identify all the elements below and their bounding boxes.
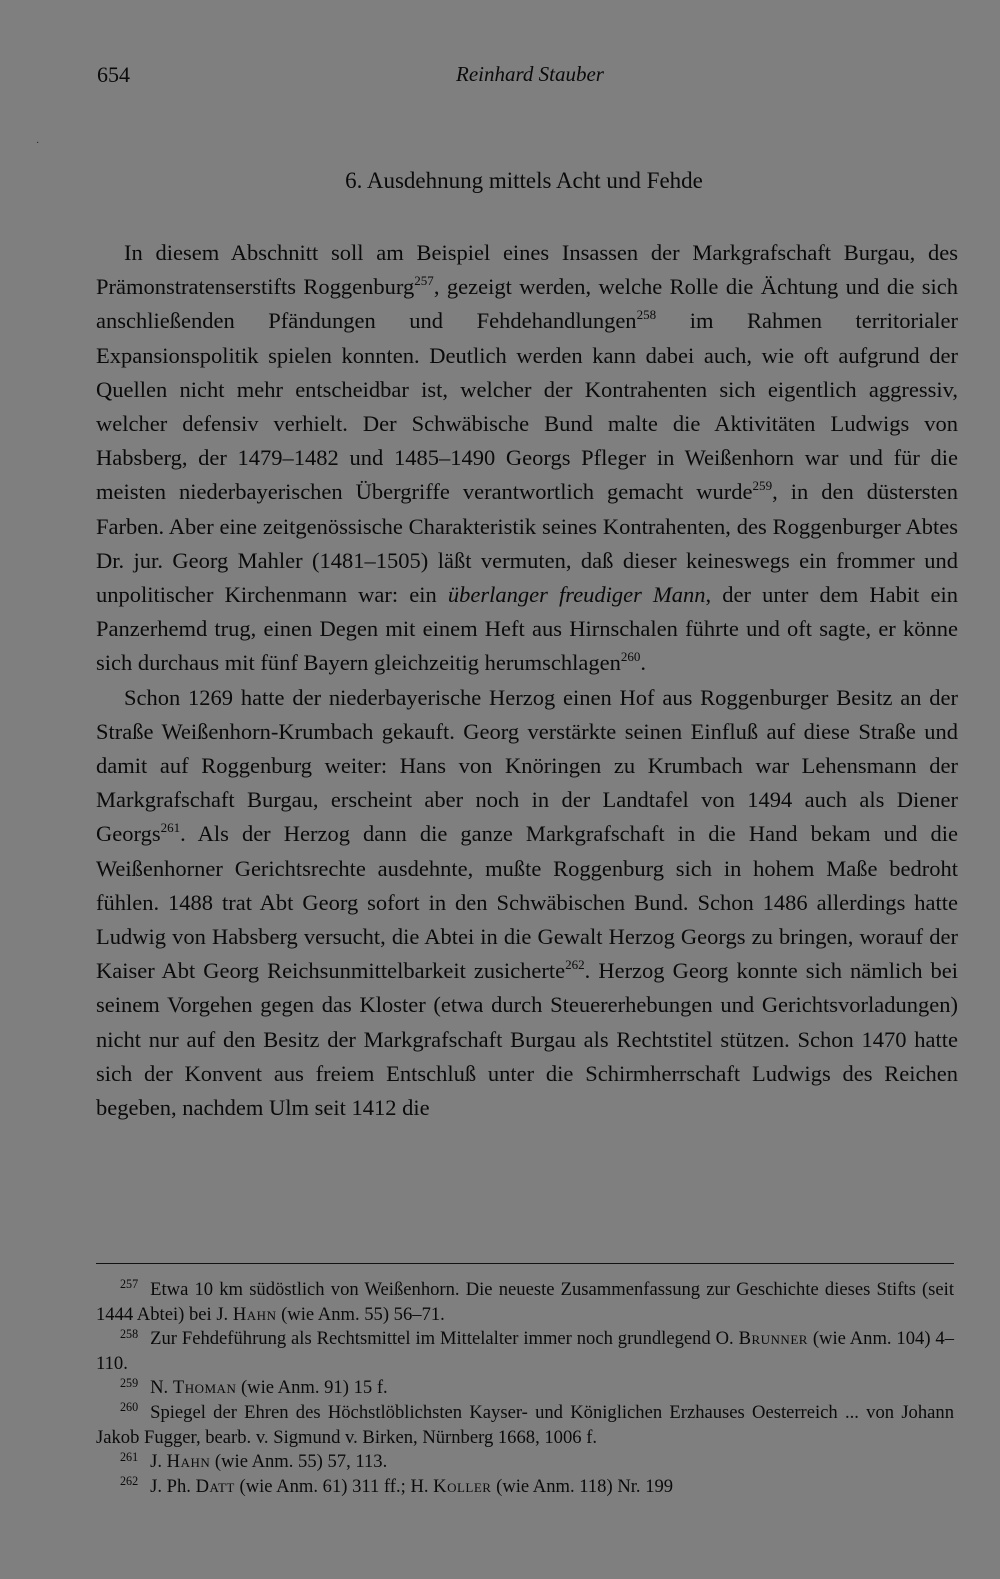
footnotes <box>96 1278 954 1499</box>
footnote-260 <box>96 1401 954 1450</box>
footnote-number: 262 <box>120 1474 139 1489</box>
footnote-text: Spiegel der Ehren des Höchstlöblichsten Kayser- und Königlichen Erzhauses Oesterreich ... von Johann Jakob Fugger, bearb. v. Sigmund v. Birken, Nürnberg 1668, 1006 f. <box>96 1401 954 1448</box>
footnote-258 <box>96 1327 954 1376</box>
author-name: Datt <box>195 1475 235 1497</box>
paragraph-1 <box>96 236 958 681</box>
footnote-text: (wie Anm. 91) 15 f. <box>236 1377 388 1399</box>
text-segment: . Als der Herzog dann die ganze Markgrafschaft in die Hand bekam und die Weißenhorner Gerichtsrechte ausdehnte, mußte Roggenburg sich in hohem Maße bedroht fühlen. 1488 trat Abt Georg sofort in den Schwäbischen Bund. Schon 1486 allerdings hatte Ludwig von Habsberg versucht, die Abtei in die Gewalt Herzog Georgs zu bringen, worauf der Kaiser Abt Georg Reichsunmittelbarkeit zusicherte <box>96 821 958 984</box>
footnote-text: (wie Anm. 55) 56–71. <box>276 1303 445 1325</box>
text-segment: , in den düstersten Farben. Aber eine zeitgenössische Charakteristik seines Kontrahenten, des Roggenburger Abtes Dr. jur. Georg Mahler (1481–1505) läßt vermuten, daß dieser keineswegs ein frommer und unpolitischer Kirchenmann war: ein <box>96 479 958 608</box>
footnote-ref-259: 259 <box>752 478 773 494</box>
footnote-text: J. <box>150 1451 167 1473</box>
author-name: Hahn <box>166 1451 211 1473</box>
footnote-number: 258 <box>120 1326 139 1341</box>
text-segment: . Herzog Georg konnte sich nämlich bei seinem Vorgehen gegen das Kloster (etwa durch Steuererhebungen und Gerichtsvorladungen) nicht nur auf den Besitz der Markgrafschaft Burgau als Rechtstitel stützen. Schon 1470 hatte sich der Konvent aus freiem Entschluß unter die Schirmherrschaft Ludwigs des Reichen begeben, nachdem Ulm seit 1412 die <box>96 958 958 1121</box>
footnote-number: 257 <box>120 1277 139 1292</box>
footnote-261 <box>96 1450 954 1475</box>
footnote-text: N. <box>150 1377 173 1399</box>
stray-mark: · <box>36 138 40 149</box>
footnote-text: (wie Anm. 104) 4–110. <box>96 1328 954 1374</box>
body-text <box>96 236 958 1125</box>
text-segment: , gezeigt werden, welche Rolle die Ächtung und die sich anschließenden Pfändungen und Fehdehandlungen <box>96 274 959 334</box>
author-name: Koller <box>433 1475 492 1497</box>
footnote-number: 260 <box>120 1400 139 1415</box>
paragraph-2 <box>96 681 958 1126</box>
footnote-rule <box>96 1263 954 1264</box>
footnote-ref-260: 260 <box>620 649 641 665</box>
running-head: Reinhard Stauber <box>456 62 604 86</box>
page-number: 654 <box>97 62 130 87</box>
author-name: Thoman <box>172 1377 237 1399</box>
text-segment: . <box>640 650 647 676</box>
footnote-262 <box>96 1475 954 1500</box>
footnote-257 <box>96 1278 954 1327</box>
footnote-number: 261 <box>120 1449 139 1464</box>
footnote-text: (wie Anm. 61) 311 ff.; H. <box>234 1475 434 1497</box>
text-segment: im Rahmen territorialer Expansionspolitik spielen konnten. Deutlich werden kann dabei auch, wie oft aufgrund der Quellen nicht mehr entscheidbar ist, welcher der Kontrahenten sich eigentlich aggressiv, welcher defensiv verhielt. Der Schwäbische Bund malte die Aktivitäten Ludwigs von Habsberg, der 1479–1482 und 1485–1490 Georgs Pfleger in Weißenhorn war und für die meisten niederbayerischen Übergriffe verantwortlich gemacht wurde <box>96 308 958 505</box>
text-segment: In diesem Abschnitt soll am Beispiel eines Insassen der Markgrafschaft Burgau, des Prämonstratenserstifts Roggenburg <box>96 240 958 300</box>
footnote-text: Zur Fehdeführung als Rechtsmittel im Mittelalter immer noch grundlegend O. <box>150 1328 739 1350</box>
footnote-number: 259 <box>120 1375 139 1390</box>
footnote-text: Etwa 10 km südöstlich von Weißenhorn. Die neueste Zusammenfassung zur Geschichte dieses Stifts (seit 1444 Abtei) bei J. <box>96 1279 954 1325</box>
footnote-ref-258: 258 <box>636 307 657 323</box>
author-name: Hahn <box>232 1303 277 1325</box>
footnote-ref-262: 262 <box>565 957 585 973</box>
italic-quote: überlanger freudiger Mann <box>447 582 706 608</box>
footnote-text: (wie Anm. 55) 57, 113. <box>210 1451 388 1473</box>
author-name: Brunner <box>738 1328 808 1350</box>
text-segment: Schon 1269 hatte der niederbayerische Herzog einen Hof aus Roggenburger Besitz an der Straße Weißenhorn-Krumbach gekauft. Georg verstärkte seinen Einfluß auf diese Straße und damit auf Roggenburg weiter: Hans von Knöringen zu Krumbach war Lehensmann der Markgrafschaft Burgau, erscheint aber noch in der Landtafel von 1494 auch als Diener Georgs <box>96 684 958 847</box>
footnote-ref-261: 261 <box>160 820 181 836</box>
footnote-ref-257: 257 <box>414 273 434 289</box>
text-segment: , der unter dem Habit ein Panzerhemd trug, einen Degen mit einem Heft aus Hirnschalen führte und oft sagte, er könne sich durchaus mit fünf Bayern gleichzeitig herumschlagen <box>96 582 958 676</box>
footnote-text: (wie Anm. 118) Nr. 199 <box>491 1475 674 1497</box>
section-title: 6. Ausdehnung mittels Acht und Fehde <box>345 168 703 193</box>
footnote-text: J. Ph. <box>150 1475 196 1497</box>
footnote-259 <box>96 1376 954 1401</box>
